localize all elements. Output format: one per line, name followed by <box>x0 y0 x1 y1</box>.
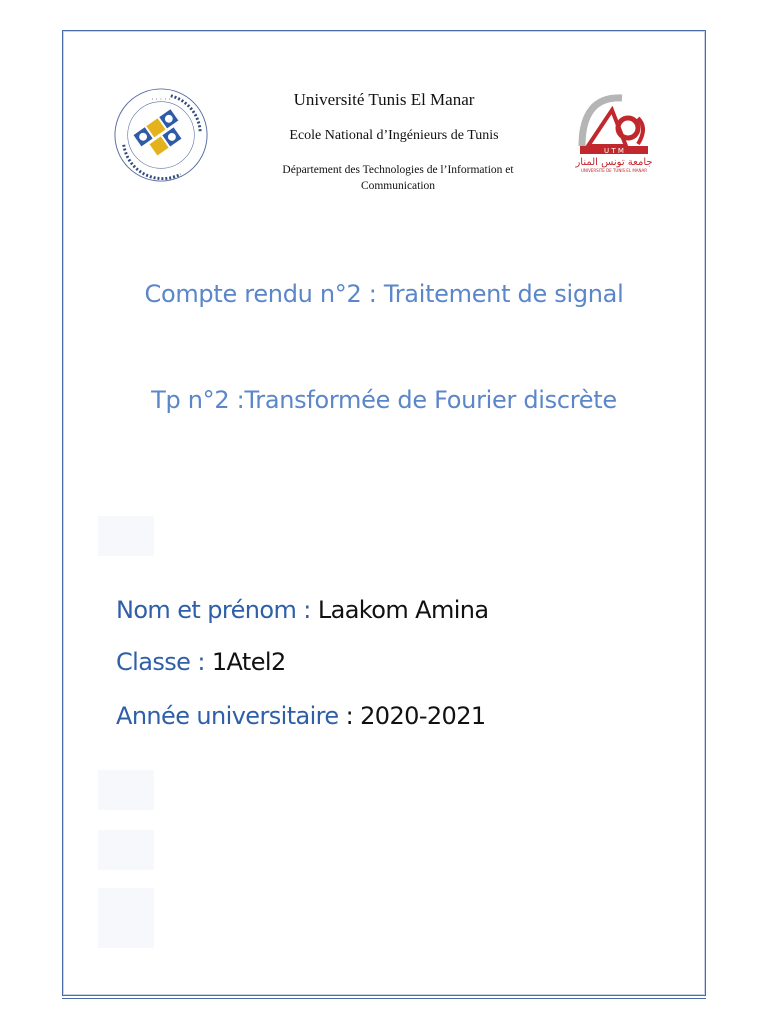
student-name-row <box>116 596 489 624</box>
student-name-value: Laakom Amina <box>317 596 489 624</box>
utm-letters: U T M <box>604 147 624 155</box>
utm-arabic-name: جامعة تونس المنار <box>575 157 653 168</box>
class-label: Classe : <box>116 648 205 676</box>
tp-title: Tp n°2 :Transformée de Fourier discrète <box>151 386 617 414</box>
department-line-2: Communication <box>360 180 436 192</box>
ghost-block <box>98 888 154 948</box>
department-line-1: Département des Technologies de l’Information et <box>282 164 514 176</box>
ghost-block <box>98 770 154 810</box>
svg-text:· · · · ·: · · · · · <box>151 95 171 104</box>
student-name-label: Nom et prénom : <box>116 596 311 624</box>
ghost-block <box>98 830 154 870</box>
academic-year-value: : 2020-2021 <box>345 702 486 730</box>
utm-french-name: UNIVERSITE DE TUNIS EL MANAR <box>580 168 648 173</box>
report-title: Compte rendu n°2 : Traitement de signal <box>144 280 624 308</box>
school-name: Ecole National d’Ingénieurs de Tunis <box>289 128 499 143</box>
class-row <box>116 648 286 676</box>
academic-year-label: Année universitaire <box>116 702 339 730</box>
university-name: Université Tunis El Manar <box>293 90 475 109</box>
department-name <box>250 162 546 194</box>
class-value: 1Atel2 <box>211 648 286 676</box>
ghost-block <box>98 516 154 556</box>
academic-year-row <box>116 702 486 730</box>
